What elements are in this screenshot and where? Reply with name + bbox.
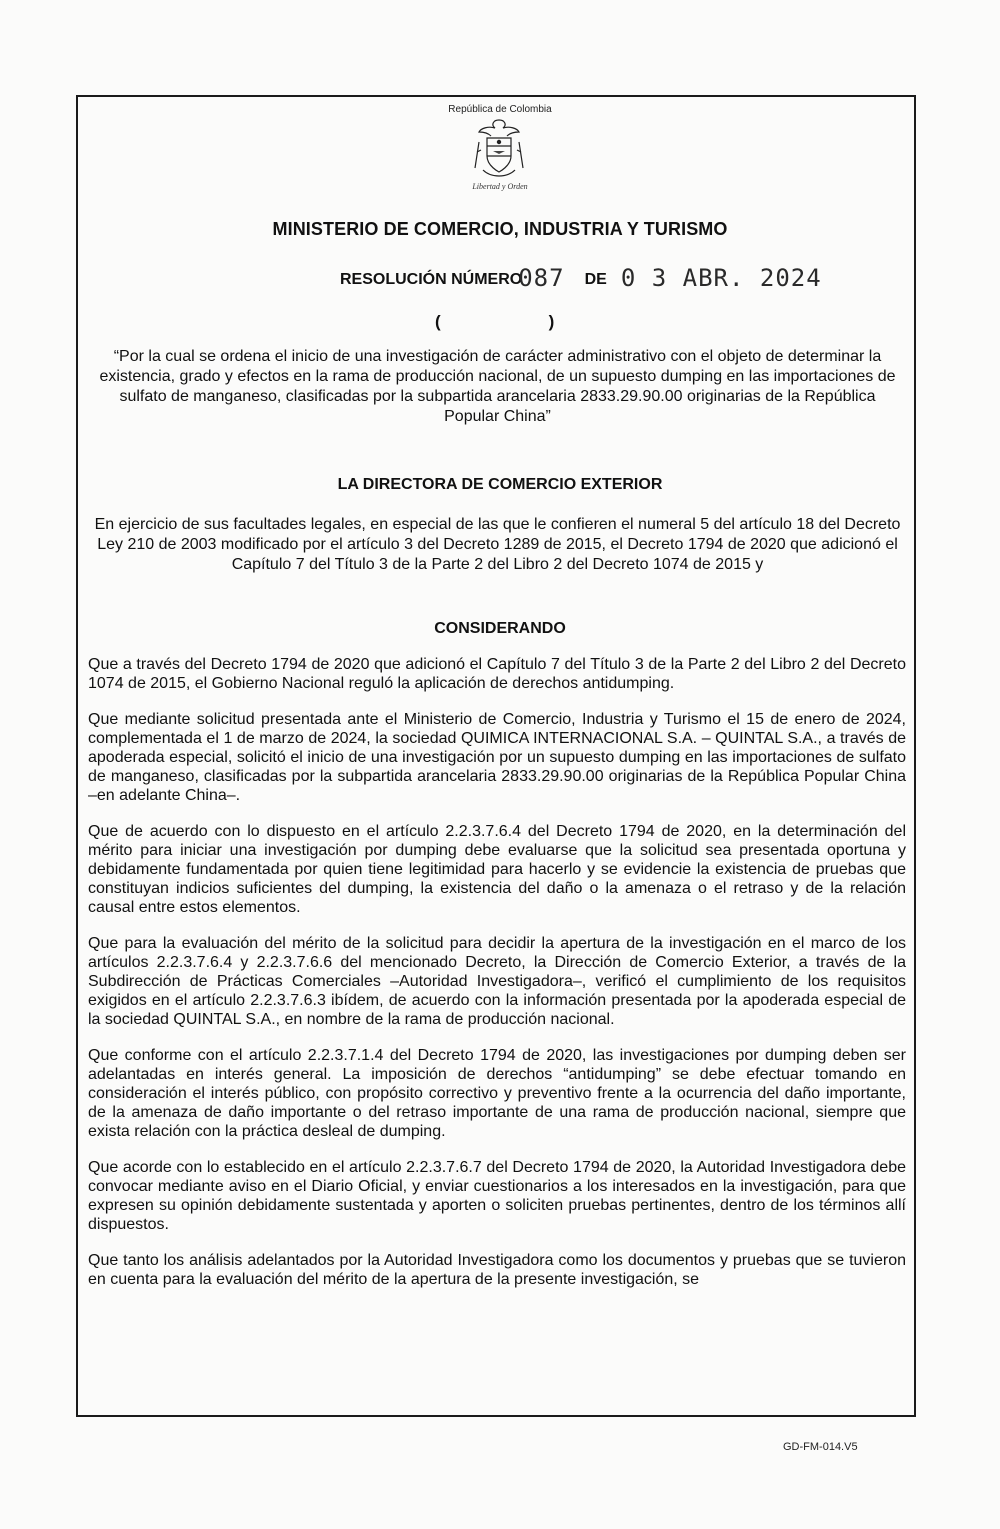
motto-caption: Libertad y Orden	[472, 182, 528, 191]
consideration-paragraph: Que acorde con lo establecido en el artículo 2.2.3.7.6.7 del Decreto 1794 de 2020, la Autoridad Investigadora debe convocar mediante aviso en el Diario Oficial, y enviar cuestionarios a los interesados en la investigación, para que expresen su opinión debidamente sustentada y aporten o soliciten pruebas pertinentes, dentro de los términos allí dispuestos.	[88, 1159, 906, 1233]
date-de-label: DE	[584, 271, 607, 288]
empty-parentheses	[435, 312, 554, 332]
director-heading: LA DIRECTORA DE COMERCIO EXTERIOR	[337, 476, 663, 493]
form-code: GD-FM-014.V5	[783, 1441, 858, 1453]
consideration-paragraph: Que de acuerdo con lo dispuesto en el artículo 2.2.3.7.6.4 del Decreto 1794 de 2020, en la determinación del mérito para iniciar una investigación por dumping debe evaluarse que la solicitud sea presentada oportuna y debidamente fundamentada por quien tiene legitimidad para hacerlo y se evidencie la existencia de pruebas que constituyan indicios suficientes del dumping, la existencia del daño o la amenaza o el retraso y de la relación causal entre estos elementos.	[88, 823, 906, 916]
resolution-line	[340, 262, 822, 290]
ministry-title: MINISTERIO DE COMERCIO, INDUSTRIA Y TURISMO	[272, 219, 728, 239]
resolution-label: RESOLUCIÓN NÚMERO	[340, 271, 523, 288]
considerations-body	[88, 655, 906, 1306]
legal-basis-paragraph: En ejercicio de sus facultades legales, en especial de las que le confieren el numeral 5 del artículo 18 del Decreto Ley 210 de 2003 modificado por el artículo 3 del Decreto 1289 de 2015, el Decreto 1794 de 2020 que adicionó el Capítulo 7 del Título 3 de la Parte 2 del Libro 2 del Decreto 1074 de 2015 y	[94, 516, 901, 573]
resolution-number: 087	[518, 264, 565, 292]
consideration-paragraph: Que conforme con el artículo 2.2.3.7.1.4 del Decreto 1794 de 2020, las investigaciones por dumping deben ser adelantadas en interés general. La imposición de derechos “antidumping” se debe efectuar tomando en consideración el interés público, con propósito correctivo y preventivo frente a la ocurrencia del daño importante, de la amenaza de daño importante o del retraso importante de una rama de producción nacional, siempre que exista relación con la práctica desleal de dumping.	[88, 1047, 906, 1140]
consideration-paragraph: Que tanto los análisis adelantados por la Autoridad Investigadora como los documentos y pruebas que se tuvieron en cuenta para la evaluación del mérito de la apertura de la presente investigación, se	[88, 1252, 906, 1288]
resolution-date: 0 3 ABR. 2024	[620, 264, 822, 292]
resolution-subject: “Por la cual se ordena el inicio de una investigación de carácter administrativo con el objeto de determinar la existencia, grado y efectos en la rama de producción nacional, de un supuesto dumping en las importaciones de sulfato de manganeso, clasificadas por la subpartida arancelaria 2833.29.90.00 originarias de la República Popular China”	[99, 348, 896, 425]
consideration-paragraph: Que para la evaluación del mérito de la solicitud para decidir la apertura de la investigación en el marco de los artículos 2.2.3.7.6.4 y 2.2.3.7.6.6 del mencionado Decreto, la Dirección de Comercio Exterior, a través de la Subdirección de Prácticas Comerciales –Autoridad Investigadora–, verificó el cumplimiento de los requisitos exigidos en el artículo 2.2.3.7.6.3 ibídem, de acuerdo con la información presentada por la apoderada especial de la sociedad QUINTAL S.A., en nombre de la rama de producción nacional.	[88, 935, 906, 1028]
paren-open: (	[435, 312, 441, 331]
paren-close: )	[548, 312, 555, 331]
consideration-paragraph: Que a través del Decreto 1794 de 2020 que adicionó el Capítulo 7 del Título 3 de la Parte 2 del Libro 2 del Decreto 1074 de 2015, el Gobierno Nacional reguló la aplicación de derechos antidumping.	[88, 656, 906, 692]
coat-of-arms-icon	[471, 116, 527, 182]
country-header: República de Colombia	[448, 104, 552, 115]
considerando-heading: CONSIDERANDO	[434, 620, 566, 637]
consideration-paragraph: Que mediante solicitud presentada ante el Ministerio de Comercio, Industria y Turismo el 15 de enero de 2024, complementada el 1 de marzo de 2024, la sociedad QUIMICA INTERNACIONAL S.A. – QUINTAL S.A., a través de apoderada especial, solicitó el inicio de una investigación por un supuesto dumping en las importaciones de sulfato de manganeso, clasificadas por la subpartida arancelaria 2833.29.90.00 originarias de la República Popular China –en adelante China–.	[88, 711, 906, 804]
